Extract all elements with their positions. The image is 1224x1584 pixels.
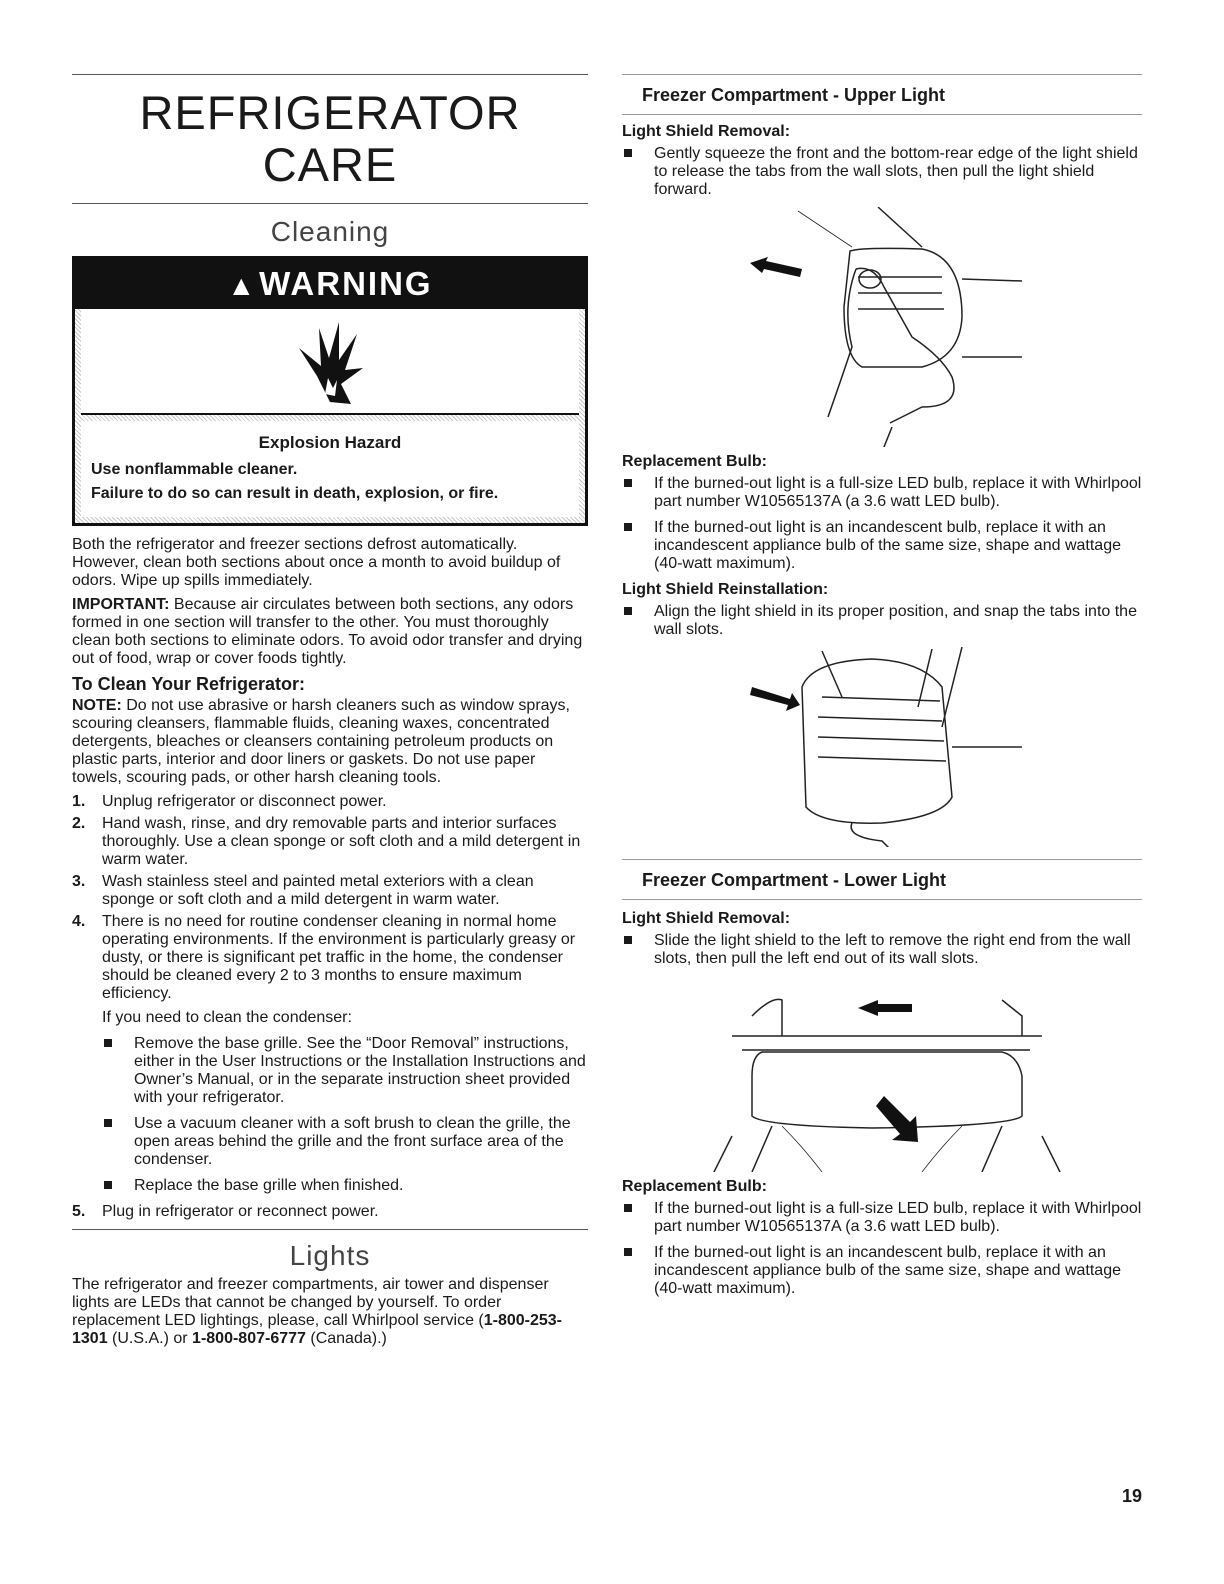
list-item: Replace the base grille when finished. [102,1177,588,1195]
explosion-pictogram [81,309,579,415]
note-label: NOTE: [72,697,122,714]
important-label: IMPORTANT: [72,596,170,613]
upper-light-rule [622,114,1142,115]
top-rule [72,74,588,75]
upper-bulb-heading: Replacement Bulb: [622,453,767,470]
upper-light-heading: Freezer Compartment - Upper Light [642,85,946,105]
cleaning-steps [72,793,588,1221]
note-text: Do not use abrasive or harsh cleaners such as window sprays, scouring cleansers, flammable fluids, cleaning waxes, concentrated detergents, bleaches or cleansers containing petroleum products on plastic parts, interior and door liners or gaskets. Do not use paper towels, scouring pads, or other harsh cleaning tools. [72,697,570,786]
list-item: Align the light shield in its proper position, and snap the tabs into the wall slots. [622,603,1142,639]
explosion-icon [295,318,365,404]
upper-removal-list [622,145,1142,199]
list-item: Use a vacuum cleaner with a soft brush to clean the grille, the open areas behind the grille and the front surface area of the condenser. [102,1115,588,1169]
lower-light-heading: Freezer Compartment - Lower Light [642,870,947,890]
list-item: 1. Unplug refrigerator or disconnect power. [72,793,387,810]
warning-box [72,256,588,526]
lower-removal-illustration [622,976,1142,1172]
title-rule [72,203,588,204]
lower-removal-list [622,932,1142,968]
cleaning-heading: Cleaning [270,216,390,247]
hand-light-shield-illustration [622,207,1142,447]
hazard-title: Explosion Hazard [258,433,402,452]
page-title: REFRIGERATOR CARE [139,86,521,191]
list-item: Gently squeeze the front and the bottom-rear edge of the light shield to release the tabs from the wall slots, then pull the light shield forward. [622,145,1142,199]
phone-us: 1-800-253-1301 [72,1312,563,1347]
list-item: 3. Wash stainless steel and painted metal exteriors with a clean sponge or soft cloth and a mild detergent in warm water. [72,873,534,908]
cleaning-intro: Both the refrigerator and freezer sections defrost automatically. However, clean both sections about once a month to avoid buildup of odors. Wipe up spills immediately. [72,536,561,589]
list-item: If the burned-out light is an incandescent bulb, replace it with an incandescent appliance bulb of the same size, shape and wattage (40-watt maximum). [622,519,1142,573]
left-column [72,74,588,1354]
list-item: Remove the base grille. See the “Door Removal” instructions, either in the User Instructions or the Installation Instructions and Owner’s Manual, or in the separate instruction sheet provided with your refrigerator. [102,1035,588,1107]
list-item: 2. Hand wash, rinse, and dry removable parts and interior surfaces thoroughly. Use a clean sponge or soft cloth and a mild detergent in warm water. [72,815,581,868]
lights-paragraph: The refrigerator and freezer compartments, air tower and dispenser lights are LEDs that cannot be changed by yourself. To order replacement LED lightings, please, call Whirlpool service (1-800-253-1301 (U.S.A.) or 1-800-807-6777 (Canada).) [72,1276,563,1347]
lights-heading: Lights [289,1240,371,1271]
condenser-list [102,1035,588,1195]
lower-light-rule [622,899,1142,900]
note-paragraph [72,697,588,787]
warning-label: WARNING [259,265,433,302]
light-shield-reinstall-illustration [622,647,1142,847]
right-column [622,74,1142,1306]
lower-bulb-heading: Replacement Bulb: [622,1178,767,1195]
list-item: If the burned-out light is an incandescent bulb, replace it with an incandescent appliance bulb of the same size, shape and wattage (40-watt maximum). [622,1244,1142,1298]
warning-line-1: Use nonflammable cleaner. [91,461,298,478]
warning-header [75,259,585,309]
important-paragraph [72,596,588,668]
lights-rule [72,1229,588,1230]
list-item: If the burned-out light is a full-size LED bulb, replace it with Whirlpool part number W10565137A (a 3.6 watt LED bulb). [622,1200,1142,1236]
upper-bulb-list [622,475,1142,573]
upper-removal-heading: Light Shield Removal: [622,123,791,140]
upper-reinstall-heading: Light Shield Reinstallation: [622,581,829,598]
upper-reinstall-list [622,603,1142,639]
warning-text [81,421,579,517]
page-number: 19 [1121,1486,1142,1506]
upper-reinstall-illustration [622,647,1142,847]
warning-triangle-icon: ▲ [227,270,258,301]
upper-removal-illustration [622,207,1142,447]
to-clean-heading: To Clean Your Refrigerator: [72,674,306,694]
lower-removal-heading: Light Shield Removal: [622,910,791,927]
condenser-intro: If you need to clean the condenser: [102,1009,352,1026]
lower-bulb-list [622,1200,1142,1298]
list-item: Slide the light shield to the left to remove the right end from the wall slots, then pull the left end out of its wall slots. [622,932,1142,968]
warning-line-2: Failure to do so can result in death, explosion, or fire. [91,485,499,502]
important-text: Because air circulates between both sections, any odors formed in one section will transfer to the other. You must thoroughly clean both sections to eliminate odors. To avoid odor transfer and drying out of food, wrap or cover foods tightly. [72,596,583,667]
list-item: 4. There is no need for routine condenser cleaning in normal home operating environments. If the environment is particularly greasy or dusty, or there is significant pet traffic in the home, the condenser should be cleaned every 2 to 3 months to ensure maximum efficiency. If you need to clean the condenser: Remove the base grille. See the “Door Removal” instructions, either in the User Instructions or the Installation Instructions and Owner’s Manual, or in the separate instruction sheet provided with your refrigerator. Use a vacuum cleaner with a soft brush to clean the grille, the open areas behind the grille and the front surface area of the condenser. Replace the base grille when finished. [72,913,588,1195]
phone-canada: 1-800-807-6777 [192,1330,306,1347]
list-item: 5. Plug in refrigerator or reconnect power. [72,1203,379,1220]
lower-light-shield-illustration [622,976,1142,1172]
list-item: If the burned-out light is a full-size LED bulb, replace it with Whirlpool part number W10565137A (a 3.6 watt LED bulb). [622,475,1142,511]
